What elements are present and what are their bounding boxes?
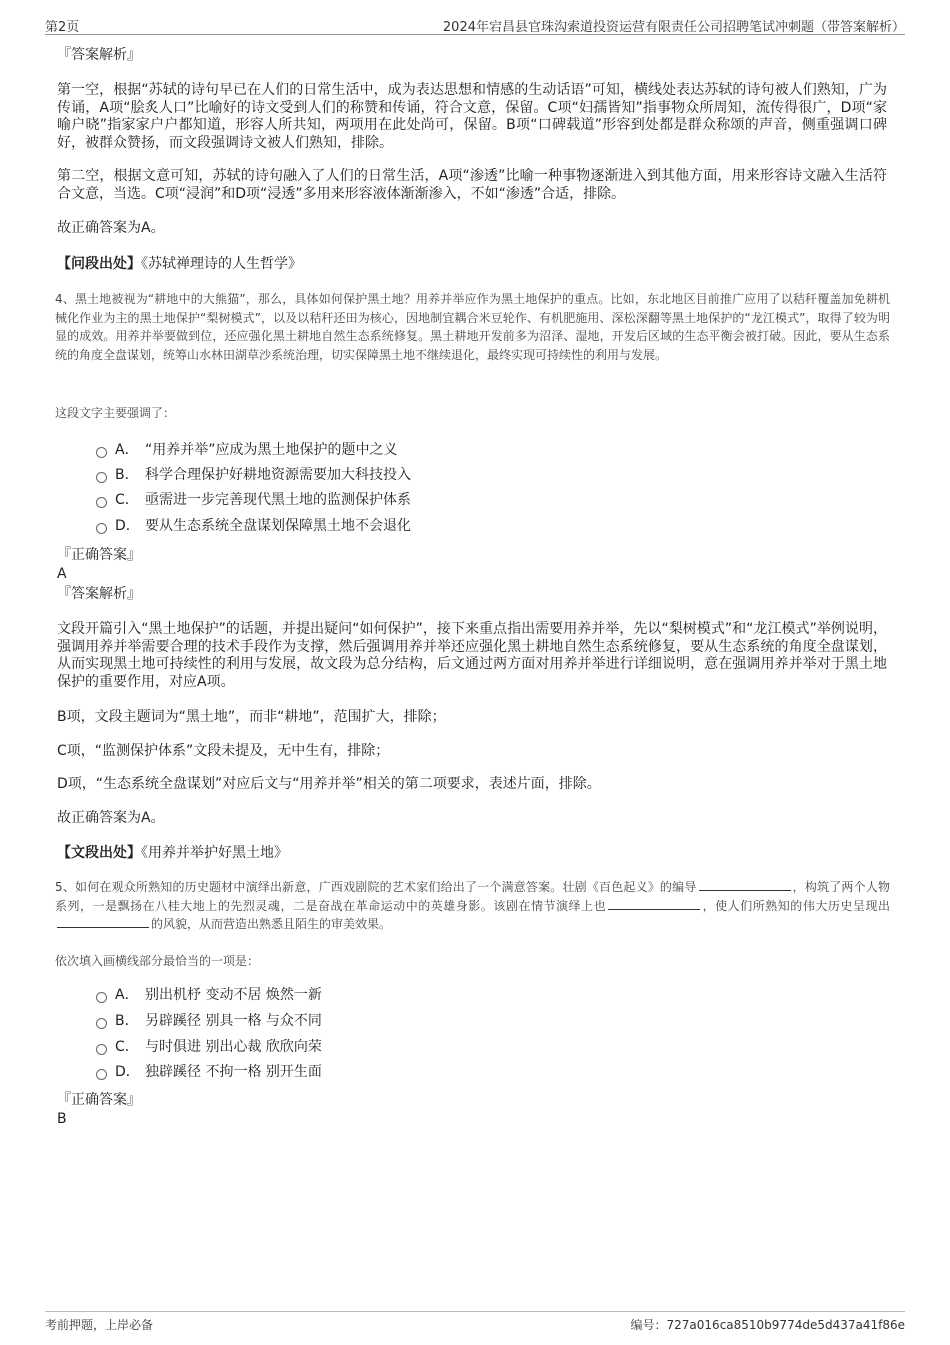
source-label: 【文段出处】 (57, 845, 141, 861)
q4-conclusion: 故正确答案为A。 (57, 810, 165, 826)
radio-icon[interactable] (96, 992, 107, 1003)
q5-option-c[interactable]: C． 与时俱进 别出心裁 欣欣向荣 (96, 1036, 322, 1058)
conclusion: 故正确答案为A。 (57, 220, 165, 236)
q4-analysis-1: 文段开篇引入“黑土地保护”的话题，并提出疑问“如何保护”，接下来重点指出需要用养并举，先以“梨树模式”和“龙江模式”举例说明，强调用养并举需要合理的技术手段作为支撑，然后强调用养并举还应强化黑土耕地自然生态系统修复，要从生态系统的角度全盘谋划，从而实现黑土地可持续性的利用与发展，故文段为总分结构，后文通过两方面对用养并举进行详细说明，意在强调用养并举对于黑土地保护的重要作用，对应A项。 (57, 621, 887, 690)
page-footer (45, 1311, 905, 1336)
page-number: 第2页 (45, 20, 80, 35)
blank-1 (699, 878, 791, 891)
blank-2 (608, 897, 700, 910)
q4-source-line (57, 845, 887, 863)
q4-correct-label: 『正确答案』 (57, 547, 141, 563)
radio-icon[interactable] (96, 497, 107, 508)
analysis-paragraph-2: 第二空，根据文意可知，苏轼的诗句融入了人们的日常生活，A项“渗透”比喻一种事物逐渐进入到其他方面，用来形容诗文融入生活符合文意，当选。C项“浸润”和D项“浸透”多用来形容液体渐渐渗入，不如“渗透”合适，排除。 (57, 168, 887, 202)
radio-icon[interactable] (96, 1018, 107, 1029)
analysis-paragraph-1: 第一空，根据“苏轼的诗句早已在人们的日常生活中，成为表达思想和情感的生动话语”可知，横线处表达苏轼的诗句被人们熟知，广为传诵，A项“脍炙人口”比喻好的诗文受到人们的称赞和传诵，符合文意，保留。C项“妇孺皆知”指事物众所周知，流传得很广，D项“家喻户晓”指家家户户都知道，形容人所共知，两项用在此处尚可，保留。B项“口碑载道”形容到处都是群众称颂的声音，侧重强调口碑好，被群众赞扬，而文段强调诗文被人们熟知，排除。 (57, 82, 887, 151)
q4-option-d[interactable]: D． 要从生态系统全盘谋划保障黑土地不会退化 (96, 515, 411, 537)
source-title: 《苏轼禅理诗的人生哲学》 (141, 256, 302, 272)
q4-option-b[interactable]: B． 科学合理保护好耕地资源需要加大科技投入 (96, 464, 411, 486)
q5-option-b[interactable]: B． 另辟蹊径 别具一格 与众不同 (96, 1010, 322, 1032)
analysis-label: 『答案解析』 (57, 47, 141, 63)
question-4-prompt: 这段文字主要强调了： (55, 406, 176, 420)
q4-option-a[interactable]: A． “用养并举”应成为黑土地保护的题中之义 (96, 439, 398, 461)
radio-icon[interactable] (96, 472, 107, 483)
question-5-text: 5、如何在观众所熟知的历史题材中演绎出新意，广西戏剧院的艺术家们给出了一个满意答案。壮剧《百色起义》的编导 ，构筑了两个人物系列，一是飘扬在八桂大地上的先烈灵魂，二是奋战在革命运动中的英雄身影。该剧在情节演绎上也 ，使人们所熟知的伟大历史呈现出的风貌，从而营造出熟悉且陌生的审美效果。 (55, 880, 890, 931)
radio-icon[interactable] (96, 1069, 107, 1080)
q5-option-d[interactable]: D． 独辟蹊径 不拘一格 别开生面 (96, 1061, 322, 1083)
radio-icon[interactable] (96, 1044, 107, 1055)
question-5-prompt: 依次填入画横线部分最恰当的一项是： (55, 954, 260, 968)
q4-analysis-4: D项，“生态系统全盘谋划”对应后文与“用养并举”相关的第二项要求，表述片面，排除。 (57, 776, 601, 792)
q5-option-a[interactable]: A． 别出机杼 变动不居 焕然一新 (96, 984, 322, 1006)
q4-correct-answer: A (57, 566, 67, 582)
q4-analysis-label: 『答案解析』 (57, 586, 141, 602)
q4-analysis-3: C项，“监测保护体系”文段未提及，无中生有，排除； (57, 743, 390, 759)
source-line (57, 256, 887, 274)
q4-option-c[interactable]: C． 亟需进一步完善现代黑土地的监测保护体系 (96, 489, 411, 511)
q5-correct-answer: B (57, 1111, 67, 1127)
source-label: 【问段出处】 (57, 256, 141, 272)
footer-slogan: 考前押题，上岸必备 (45, 1318, 154, 1332)
question-4-text: 4、黑土地被视为“耕地中的大熊猫”，那么，具体如何保护黑土地？用养并举应作为黑土地保护的重点。比如，东北地区目前推广应用了以秸秆覆盖加免耕机械化作业为主的黑土地保护“梨树模式”，以及以秸秆还田为核心，因地制宜耦合米豆轮作、有机肥施用、深松深翻等黑土地保护的“龙江模式”，取得了较为明显的成效。用养并举要做到位，还应强化黑土耕地自然生态系统修复。黑土耕地开发前多为沼泽、湿地，开发后区域的生态平衡会被打破。因此，要从生态系统的角度全盘谋划，统筹山水林田湖草沙系统治理，切实保障黑土地不继续退化，最终实现可持续性的利用与发展。 (55, 292, 890, 362)
document-code: 编号：727a016ca8510b9774de5d437a41f86e (630, 1318, 905, 1332)
page-header (45, 14, 905, 35)
q4-analysis-2: B项，文段主题词为“黑土地”，而非“耕地”，范围扩大，排除； (57, 709, 446, 725)
q5-correct-label: 『正确答案』 (57, 1092, 141, 1108)
blank-3 (57, 915, 149, 928)
radio-icon[interactable] (96, 523, 107, 534)
source-title: 《用养并举护好黑土地》 (141, 845, 288, 861)
radio-icon[interactable] (96, 447, 107, 458)
document-title: 2024年宕昌县官珠沟索道投资运营有限责任公司招聘笔试冲刺题（带答案解析） (442, 20, 905, 35)
